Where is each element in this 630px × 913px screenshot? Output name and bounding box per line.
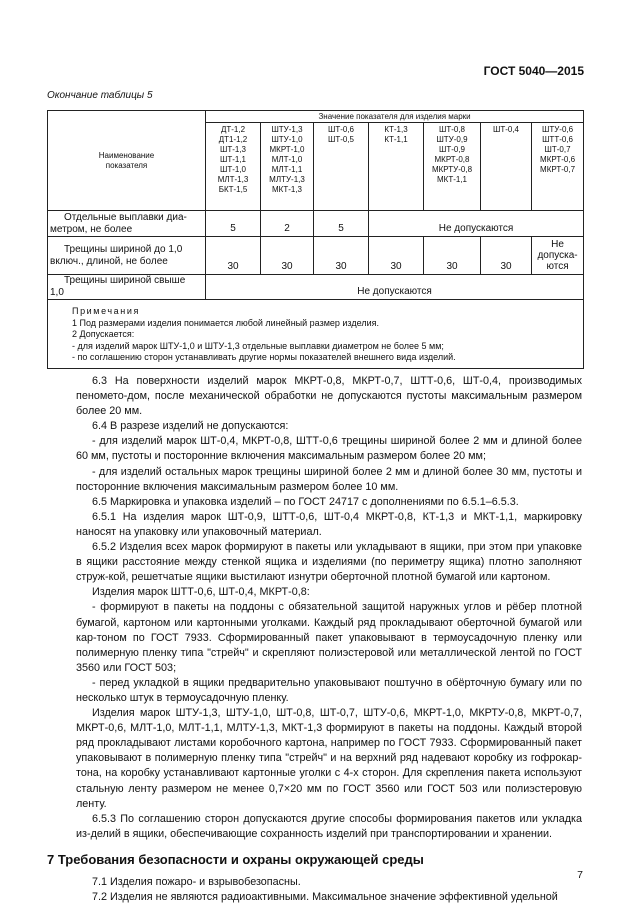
table-notes [48,300,584,369]
grade-label: ШТУ-1,0 [271,135,303,144]
grade-label: ДТ1-1,2 [218,135,248,144]
grade-column [481,123,532,211]
header-value: Значение показателя для изделия марки [206,111,584,123]
document-id: ГОСТ 5040—2015 [483,64,584,78]
note-line: 1 Под размерами изделия понимается любой линейный размер изделия. [72,317,379,328]
table-cell: 30 [314,237,369,275]
paragraph: - для изделий марок ШТ-0,4, МКРТ-0,8, ШТТ-0,6 трещины шириной более 2 мм и длиной более 60 мм, пустоты и посторонние включения максимальным размером более 20 мм; [76,435,582,463]
table-cell: 30 [481,237,532,275]
grade-column [424,123,481,211]
table-cell: 30 [261,237,314,275]
grade-label: ШТ-1,1 [219,155,246,164]
table-cell: Не допускаются [369,211,584,237]
grade-label: ДТ-1,2 [220,125,246,134]
paragraph: Изделия марок ШТТ-0,6, ШТ-0,4, МКРТ-0,8: [92,586,310,599]
row-label [48,275,206,300]
grade-label: ШТУ-0,6 [541,125,574,134]
grade-column [206,123,261,211]
row-label-line: 1,0 [50,287,64,298]
page-number: 7 [577,869,583,881]
cell-line: допуска- [537,250,578,261]
table-cell: 5 [206,211,261,237]
grade-label: МЛТ-1,1 [271,165,303,174]
header-name-line: Наименование [98,150,155,160]
grade-column [369,123,424,211]
grade-label: ШТ-1,0 [219,165,246,174]
paragraph: Изделия марок ШТУ-1,3, ШТУ-1,0, ШТ-0,8, ШТ-0,7, ШТУ-0,6, МКРТ-1,0, МКРТУ-0,8, МКРТ-0,7, МКРТ-0,6, МЛТ-1,0, МЛТ-1,1, МЛТУ-1,3, МКТ-1,3 формируют в пакеты на поддоны. Каждый второй ряд прокладывают листами коробочного картона, например по ГОСТ 7933. Сформированный пакет упаковывают в полимерную пленку типа "стрейч" и на верхний ряд надевают коробку из гофрокар-тона, на коробку устанавливают картонные уголки с 4-х сторон. Для скрепления пакета используют стальную ленту размером не менее 0,7×20 мм по ГОСТ 3560 или ГОСТ 503 или полиэстеровую ленту. [76,707,582,810]
table-row [48,237,584,275]
grade-label: ШТ-0,9 [438,145,465,154]
grade-label: ШТТ-0,6 [542,135,573,144]
grade-column [314,123,369,211]
table-cell: 30 [369,237,424,275]
grade-label: ШТУ-1,3 [271,125,303,134]
row-label [48,211,206,237]
table-caption: Окончание таблицы 5 [47,90,153,101]
paragraph: - для изделий остальных марок трещины шириной более 2 мм и длиной более 30 мм, пустоты и посторонние включения максимальным размером более 10 мм. [76,465,582,493]
row-label-line: метром, не более [50,223,133,235]
table-cell: Не допускаются [206,275,584,300]
grade-label: КТ-1,3 [384,125,408,134]
note-line: 2 Допускается: [72,329,135,339]
grade-label: БКТ-1,5 [218,185,248,194]
grade-label: МКРТ-0,8 [434,155,470,164]
grade-column [532,123,584,211]
table-cell [532,237,584,275]
paragraph: 6.5.3 По соглашению сторон допускаются другие способы формирования пакетов или укладка из-делий в ящики, обеспечивающие сохранность изделий при транспортировании и хранении. [76,812,582,840]
grade-label: МКРТУ-0,8 [431,165,473,174]
grade-label: ШТ-1,3 [219,145,246,154]
note-line: - по соглашению сторон устанавливать другие нормы показателей внешнего вида изделий. [72,352,456,362]
header-indicator-name [48,111,206,211]
row-label [48,237,206,275]
cell-line: Не [551,239,564,250]
spec-table [47,110,584,369]
paragraph: 6.5.2 Изделия всех марок формируют в пакеты или укладывают в ящики, при этом при упаковке в ящики расстояние между стенкой ящика и изделиями (по периметру ящика) плотно заполняют струж-кой, решетчатые ящики выстилают изнутри оберточной плотной бумагой или картоном. [76,541,582,584]
row-label-line: включ., длиной, не более [50,255,168,267]
paragraph: 7.2 Изделия не являются радиоактивными. Максимальное значение эффективной удельной [92,891,558,904]
table-cell: 2 [261,211,314,237]
grade-label: МКРТ-0,6 [540,155,576,164]
grade-label: ШТ-0,7 [544,145,571,154]
grade-column [261,123,314,211]
table-cell: 5 [314,211,369,237]
note-line: - для изделий марок ШТУ-1,0 и ШТУ-1,3 отдельные выплавки диаметром не более 5 мм; [72,340,444,351]
grade-label: МЛТУ-1,3 [269,175,305,184]
row-label-line: Отдельные выплавки диа- [64,211,187,223]
row-label-line: Трещины шириной свыше [64,275,186,286]
paragraph: 6.5.1 На изделия марок ШТ-0,9, ШТТ-0,6, ШТ-0,4 МКРТ-0,8, КТ-1,3 и МКТ-1,1, маркировку наносят на упаковку или упаковочный материал. [76,510,582,538]
notes-title: Примечания [72,306,140,316]
paragraph: 6.4 В разрезе изделий не допускаются: [92,420,289,433]
paragraph: 6.3 На поверхности изделий марок МКРТ-0,8, МКРТ-0,7, ШТТ-0,6, ШТ-0,4, производимых пеномето-дом, после механической обработки не допускаются пустоты максимальным размером более 20 мм. [76,375,582,418]
table-row [48,211,584,237]
grade-label: ШТУ-0,9 [436,135,468,144]
table-cell: 30 [206,237,261,275]
paragraph: - перед укладкой в ящики предварительно упаковывают поштучно в обёрточную бумагу или по несколько штук в термоусадочную пленку. [76,676,582,704]
section-heading: 7 Требования безопасности и охраны окружающей среды [47,851,424,867]
notes-row [48,300,584,369]
paragraph: - формируют в пакеты на поддоны с обязательной защитой наружных углов и рёбер плотной бумагой, картоном или картонными уголками. Каждый ряд прокладывают оберточной бумагой или кар-тоном по ГОСТ 7933. Сформированный пакет упаковывают в термоусадочную пленку или полимерную пленку типа "стрейч" и скрепляют полиэстеровой или металлической лентой по ГОСТ 3560 или ГОСТ 503; [76,601,582,674]
row-label-line: Трещины шириной до 1,0 [64,243,183,255]
header-name-line: показателя [105,160,148,170]
grade-label: ШТ-0,4 [492,125,519,134]
table-cell: 30 [424,237,481,275]
grade-label: КТ-1,1 [384,135,408,144]
body-text [47,374,582,905]
grade-label: МКТ-1,3 [272,185,302,194]
grade-label: МЛТ-1,3 [217,175,249,184]
cell-line: ются [546,261,569,272]
grade-label: МКРТ-0,7 [540,165,576,174]
grade-label: МКТ-1,1 [437,175,467,184]
paragraph: 6.5 Маркировка и упаковка изделий – по ГОСТ 24717 с дополнениями по 6.5.1–6.5.3. [92,495,519,508]
grade-label: МЛТ-1,0 [271,155,303,164]
grade-label: ШТ-0,8 [438,125,465,134]
table-row [48,275,584,300]
grade-label: МКРТ-1,0 [269,145,305,154]
paragraph: 7.1 Изделия пожаро- и взрывобезопасны. [92,876,301,888]
grade-label: ШТ-0,5 [327,135,354,144]
grade-label: ШТ-0,6 [327,125,354,134]
